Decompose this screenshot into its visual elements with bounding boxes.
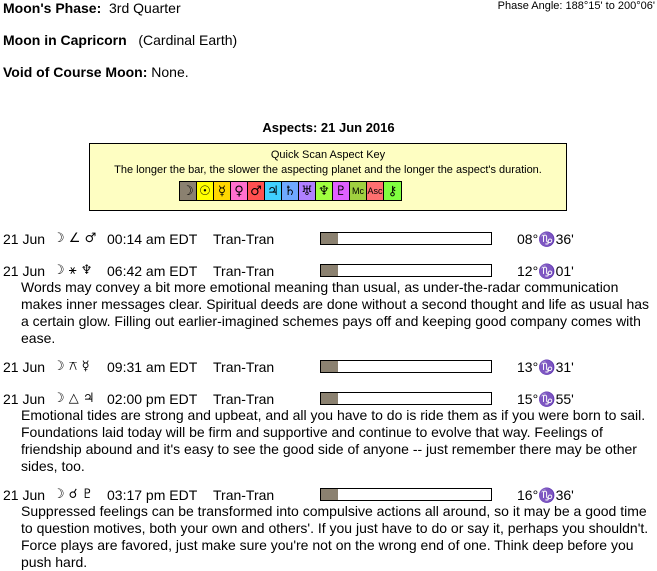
aspect-position: 15°♑55': [517, 391, 574, 407]
aspect-date: 21 Jun: [3, 263, 46, 279]
aspect-position: 08°♑36': [517, 231, 574, 247]
aspect-description: Suppressed feelings can be transformed into compulsive actions all around, so it may be a good time to question motives, both your own and others'. If you just have to do or say it, perhaps you shouldn't. Force plays are favored, just make sure you're not on the wrong end of one. Think deep before you push hard.: [21, 503, 649, 570]
duration-bar: [320, 232, 492, 245]
duration-bar: [320, 392, 492, 405]
planet-key-swatch: ♇: [333, 182, 350, 200]
aspect-type: Tran-Tran: [213, 231, 275, 247]
aspect-symbols: ☽ ⚹ ♆: [53, 263, 93, 278]
aspect-date: 21 Jun: [3, 231, 46, 247]
aspect-type: Tran-Tran: [213, 391, 275, 407]
aspect-symbols: ☽ ∠ ♂: [53, 231, 97, 246]
aspect-type: Tran-Tran: [213, 263, 275, 279]
moon-sign-line: [3, 32, 237, 48]
aspect-time: 03:17 pm EDT: [107, 487, 198, 503]
duration-bar-fill: [321, 489, 338, 500]
duration-bar: [320, 360, 492, 373]
aspect-description: Words may convey a bit more emotional meaning than usual, as under-the-radar communication makes inner messages clear. Spiritual deeds are done without a second thought and life as usual has a certain glow. Filling out earlier-imagined schemes pays off and keeping good company comes with ease.: [21, 279, 650, 346]
moon-phase-value: 3rd Quarter: [109, 0, 181, 16]
planet-key-swatch: ♃: [265, 182, 282, 200]
moon-sign-label: Moon in Capricorn: [3, 32, 127, 48]
planet-key-swatch: ⚷: [384, 182, 401, 200]
aspect-time: 02:00 pm EDT: [107, 391, 198, 407]
duration-bar: [320, 264, 492, 277]
planet-key-swatch: Mc: [350, 182, 367, 200]
aspect-time: 00:14 am EDT: [107, 231, 198, 247]
void-of-course-line: [3, 64, 189, 80]
aspect-type: Tran-Tran: [213, 359, 275, 375]
moon-phase-line: [3, 0, 181, 16]
planet-key-swatch: ☽: [180, 182, 197, 200]
duration-bar-fill: [321, 233, 338, 244]
planet-key-swatch: ♀: [231, 182, 248, 200]
planet-key-swatch: Asc: [367, 182, 384, 200]
aspect-position: 16°♑36': [517, 487, 574, 503]
duration-bar-fill: [321, 393, 338, 404]
aspect-date: 21 Jun: [3, 487, 46, 503]
aspect-date: 21 Jun: [3, 391, 46, 407]
aspect-position: 13°♑31': [517, 359, 574, 375]
aspect-time: 09:31 am EDT: [107, 359, 198, 375]
aspect-symbols: ☽ ☌ ♇: [53, 487, 94, 502]
moon-sign-value: (Cardinal Earth): [138, 32, 238, 48]
planet-key-swatch: ♅: [299, 182, 316, 200]
aspects-title: Aspects: 21 Jun 2016: [262, 120, 395, 135]
aspect-type: Tran-Tran: [213, 487, 275, 503]
aspect-time: 06:42 am EDT: [107, 263, 198, 279]
planet-key-strip: [179, 181, 402, 201]
aspect-symbols: ☽ ⚻ ☿: [53, 359, 90, 374]
moon-phase-label: Moon's Phase:: [3, 0, 102, 16]
aspect-description: Emotional tides are strong and upbeat, and all you have to do is ride them as if you were born to sail. Foundations laid today will be firm and supportive and continue to evolve that way. Feelings of friendship abound and it's easy to see the good side of anyone -- just remember there may be other sides, too.: [21, 407, 646, 474]
planet-key-swatch: ♆: [316, 182, 333, 200]
planet-key-swatch: ♄: [282, 182, 299, 200]
duration-bar-fill: [321, 265, 338, 276]
voc-value: None.: [151, 64, 189, 80]
aspect-key-box: [89, 143, 567, 211]
aspect-symbols: ☽ △ ♃: [53, 391, 95, 406]
duration-bar-fill: [321, 361, 338, 372]
voc-label: Void of Course Moon:: [3, 64, 148, 80]
phase-angle: Phase Angle: 188°15' to 200°06': [497, 0, 655, 12]
aspect-position: 12°♑01': [517, 263, 574, 279]
planet-key-swatch: ☉: [197, 182, 214, 200]
key-title: Quick Scan Aspect Key: [270, 149, 386, 161]
duration-bar: [320, 488, 492, 501]
planet-key-swatch: ♂: [248, 182, 265, 200]
planet-key-swatch: ☿: [214, 182, 231, 200]
aspect-date: 21 Jun: [3, 359, 46, 375]
key-subtitle: The longer the bar, the slower the aspecting planet and the longer the aspect's duration.: [114, 164, 542, 176]
